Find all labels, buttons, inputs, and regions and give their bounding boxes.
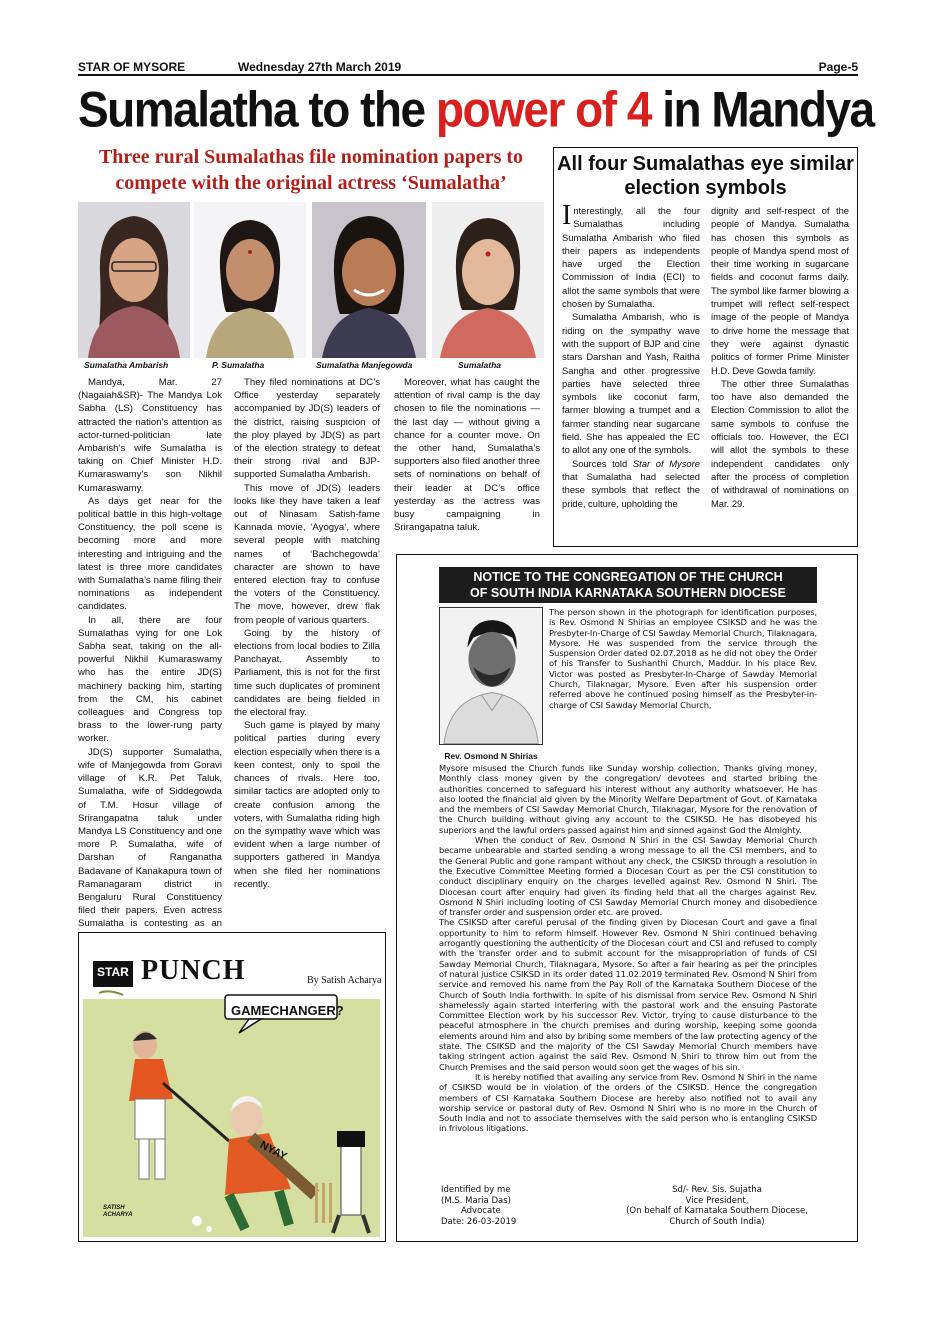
portrait-1-image <box>78 202 190 358</box>
sidebar-story-box <box>553 147 858 547</box>
story-paragraph: Going by the history of elections from local bodies to Zilla Panchayat, Assembly to Parliament, this is not for the first time such duplicates of prominent candidates are being fielded in the electoral fray. <box>234 627 380 719</box>
cartoon-title: PUNCH <box>141 955 246 986</box>
cartoon-star-label: STAR <box>97 965 129 979</box>
photo-p-sumalatha <box>194 202 306 358</box>
headline-highlight: power of 4 <box>435 80 651 138</box>
man-portrait-image <box>440 608 542 744</box>
story-column-2 <box>234 376 380 891</box>
notice-paragraph: When the conduct of Rev. Osmond N Shiri in the CSI Sawday Memorial Church became unbearable and started sending a wrong message to all the CSI members, and to the General Public and gone rampant without any check, the CSIKSD through a resolution in the Executive Committee Meeting formed a Diocesan Court as per the CSI constitution to conduct disciplinary enquiry on the charges levelled against Rev. Osmond N Shiri. The Diocesan court after enquiry had given its finding held that all the charges against Rev. Osmond N Shiri including looting of CSI Sawday Memorial Church money and disobedience of transfer order and suspension order etc. are proved. <box>439 835 817 918</box>
sidebar-column-2 <box>711 204 849 510</box>
headline-part-3: in Mandya <box>650 80 874 138</box>
notice-heading <box>439 567 817 603</box>
signature-line: Church of South India) <box>669 1216 765 1227</box>
issue-date: Wednesday 27th March 2019 <box>238 60 402 74</box>
photo-sumalatha <box>432 202 544 358</box>
sidebar-column-1 <box>562 200 700 510</box>
drop-cap: I <box>562 200 572 231</box>
photo-captions <box>78 358 544 372</box>
sidebar-first-text: nterestingly, all the four Sumalathas including Sumalatha Ambarish who filed their papers as independents have urged the Election Commission of India (ECI) to allot the same symbols that were chosen by Sumalatha. <box>562 205 700 310</box>
artist-signature-line: SATISH <box>103 1205 125 1211</box>
caption-3: Sumalatha Manjegowda <box>316 360 413 370</box>
sidebar-paragraph <box>562 200 700 310</box>
sidebar-paragraph: Sumalatha Ambarish, who is riding on the sympathy wave with the support of BJP and cine stars Darshan and Yash, Raitha Sangha and other progressive parties have selected three symbols like coconut farm, farmer blowing a trumpet and a farmer standing near sugarcane field. She has appealed the EC to allot any one of the symbols. <box>562 311 700 456</box>
headline-part-1: Sumalatha to the <box>78 80 436 138</box>
story-paragraph: Moreover, what has caught the attention of rival camp is the day chosen to file the nominations — the last day — without giving a chance for a counter move. On the other hand, Sumalatha’s supporters also filed another three sets of nominations on behalf of their leader at DC’s office yesterday as the actress was busy campaigning in Srirangapatna taluk. <box>394 377 540 534</box>
artist-signature <box>103 1205 132 1219</box>
page-header <box>78 58 858 76</box>
signature-line: Date: 26-03-2019 <box>441 1216 517 1227</box>
story-paragraph: As days get near for the political battle in this high-voltage Constituency, the poll scene is becoming more and more interesting and intriguing and the latest is three more candidates with Sumalatha’s name filing their nominations as independent candidates. <box>78 495 222 613</box>
sidebar-text: that Sumalatha had selected these symbols that reflect the pride, culture, upholding the <box>562 470 700 509</box>
sidebar-paragraph: The other three Sumalathas too have also demanded the Election Commission to allot the same symbols to confuse the officials too. However, the ECI will allot the symbols to these independent candidates only after the process of completion of withdrawal of nominations on Mar. 29. <box>711 377 849 509</box>
notice-photo <box>439 607 543 745</box>
main-headline <box>78 78 874 141</box>
notice-side-text: The person shown in the photograph for identification purposes, is Rev. Osmond N Shirias an employee CSIKSD and he was the Presbyter-In-Charge of CSI Sawday Memorial Church, Tilaknagara, Mysore. He was suspended from the service through the Suspension Order dated 02.07.2018 as he did not obey the Order of his Transfer to Sushanthi Church, Maddur. In his place Rev. Victor was posted as Presbyter-In-Charge of Sawday Memorial Church, Tilaknagar, Mysore. Even after his suspension order referred above he continued posing himself as the Presbyter-in-charge of CSI Sawday Memorial Church, <box>549 607 817 710</box>
story-paragraph: In all, there are four Sumalathas vying for one Lok Sabha seat, taking on the all-powerful Nikhil Kumaraswamy who has the entire JD(S) machinery backing him, starting from the CM, his cabinet colleagues and Congress top brass to the lower-rung party worker. <box>78 614 222 745</box>
story-paragraph: Such game is played by many political parties during every election especially when there is a keen contest, only to spoil the chances of rivals. Here too, similar tactics are adopted only to create confusion among the voters, with Sumalatha riding high on the sympathy wave which was evident when a large number of supporters gathered in Mandya when she filed her nominations recently. <box>234 720 380 890</box>
signature-line: Vice President, <box>685 1195 749 1206</box>
newspaper-name: STAR OF MYSORE <box>78 60 186 74</box>
notice-photo-caption: Rev. Osmond N Shirias <box>444 751 538 761</box>
story-paragraph: JD(S) supporter Sumalatha, wife of Manjegowda from Goravi village of K.R. Pet Taluk, Sumalatha, wife of Siddegowda of T.M. Hosur village of Srirangapatna taluk under Mandya LS Constituency and one more P. Sumalatha, wife of Darshan of Ranganatha Badavane of Kanakapura town of Ramanagaram district in Bengaluru Rural Constituency filed their papers. Even actress Sumalatha is contesting as an <box>78 746 222 930</box>
signature-line: (On behalf of Karnataka Southern Diocese, <box>626 1206 808 1216</box>
signature-line: Advocate <box>461 1206 501 1216</box>
story-column-3 <box>394 376 540 534</box>
bat-label: NYAY <box>257 1139 289 1163</box>
signature-line: (M.S. Maria Das) <box>441 1195 511 1206</box>
artist-signature-line: ACHARYA <box>103 1212 133 1218</box>
page-number: Page-5 <box>818 60 858 74</box>
notice-body <box>439 763 817 1134</box>
portrait-2-image <box>194 202 306 358</box>
story-paragraph: They filed nominations at DC’s Office yesterday separately accompanied by JD(S) leaders of the district, raising suspicion of the ploy played by JD(S) as part of the election strategy to defeat their strong rival and BJP-supported Sumalatha Ambarish. <box>234 377 380 481</box>
caption-4: Sumalatha <box>458 360 501 370</box>
notice-signature-left <box>441 1185 516 1227</box>
story-column-1 <box>78 376 222 944</box>
star-punch-cartoon <box>78 932 386 1242</box>
sidebar-paragraph <box>562 457 700 510</box>
portrait-4-image <box>432 202 544 358</box>
story-paragraph: This move of JD(S) leaders looks like they have taken a leaf out of Ninasam Satish-fame Kannada movie, ‘Ayogya’, where several people with matching names of ‘Bachchegowda’ character are shown to have entered election fray to confuse the voters of the Constituency. The move, however, drew flak from people of various quarters. <box>234 482 380 626</box>
church-notice-box <box>396 554 858 1242</box>
caption-2: P. Sumalatha <box>212 360 265 370</box>
signature-line: Sd/- Rev. Sis. Sujatha <box>672 1185 762 1195</box>
notice-heading-line-2: OF SOUTH INDIA KARNATAKA SOUTHERN DIOCESE <box>470 586 786 600</box>
notice-paragraph: Mysore misused the Church funds like Sunday worship collection, Thanks giving money, Monthly class money given by the congregation/ devotees and started bribing the authorities concerned to safeguard his interest without any authority whatsoever. He has also looted the financial aid given by the Minority Welfare Department of Govt. of Karnataka and the members of CSI Sawday Memorial Church, Tilaknagar, Mysore for the renovation of the Church building without giving any account to the CSIKSD. He has disobeyed his superiors and the lawful orders passed against him and sinned against God the Almighty. <box>439 763 817 835</box>
sidebar-text: Sources told <box>572 457 633 469</box>
notice-paragraph: It is hereby notified that availing any service from Rev. Osmond N Shiri in the name of CSIKSD would be in violation of the orders of the CSIKSD. Hence the congregation members of CSI Karnataka Southern Diocese are hereby also notified not to avail any worship service or pastoral duty of Rev. Osmond N Shiri who is no more in the Church of South India and not to associate themselves with the said person who is entangling CSIKSD in frivolous litigations. <box>439 1071 817 1134</box>
sidebar-title: All four Sumalathas eye similar election symbols <box>557 153 854 199</box>
sidebar-italic-text: Star of Mysore <box>632 457 700 469</box>
portrait-3-image <box>312 202 426 358</box>
speech-bubble-text: GAMECHANGER? <box>231 1003 344 1018</box>
sub-headline: Three rural Sumalathas file nomination papers to compete with the original actress ‘Sumalatha’ <box>98 146 524 194</box>
notice-paragraph: The CSIKSD after careful perusal of the finding given by Diocesan Court and gave a final opportunity to him to reform himself. However Rev. Osmond N Shiri continued behaving arrogantly questioning the authenticity of the Diocesan court and CSI and refused to comply with the transfer order and to submit account for the misappropriation of funds of CSI Sawday Memorial Church, Tilaknagara, Mysore. So after a fair hearing as per the principles of natural justice CSIKSD in its order dated 11.02.2019 terminated Rev. Osmond N Shiri from service and removed his name from the Pay Roll of the Karnataka Southern Diocese of the Church of South India forthwith. In spite of his dismissal from service Rev. Osmond N Shiri shamelessly again started interfering with the pastoral work and the ensuing Pastorate Committee Election work by his successor Rev. Victor, trying to cause disturbance to the peaceful atmosphere in the church premises and during worship, keeping some goonda elements around him and also by bribing some members of the law protecting agency of the state. The CSIKSD and the majority of the CSI Sawday Memorial Church members have taking stringent action against the said Rev. Osmond N Shiri to throw him out from the Church Premises and the said person would soon get the wages of his sin. <box>439 917 817 1072</box>
caption-1: Sumalatha Ambarish <box>84 360 169 370</box>
photo-sumalatha-ambarish <box>78 202 190 358</box>
photo-sumalatha-manjegowda <box>312 202 426 358</box>
story-paragraph: Mandya, Mar. 27 (Nagaiah&SR)- The Mandya Lok Sabha (LS) Constituency has attracted the nation’s attention as actor-turned-politician late Ambarish’s wife Sumalatha is taking on Chief Minister H.D. Kumaraswamy’s son Nikhil Kumaraswamy. <box>78 377 222 494</box>
sidebar-paragraph: dignity and self-respect of the people of Mandya. Sumalatha has chosen this symbols as people of Mandya spend most of their time working in sugarcane fields and coconut farms daily. The symbol like farmer blowing a trumpet will reflect self-respect image of the people of Mandya to drive home the message that they were against dynastic politics of former Prime Minister H.D. Deve Gowda family. <box>711 205 849 376</box>
notice-heading-line-1: NOTICE TO THE CONGREGATION OF THE CHURCH <box>473 570 783 584</box>
cartoon-byline: By Satish Acharya <box>307 975 382 986</box>
signature-line: Identified by me <box>441 1185 511 1195</box>
notice-signature-right <box>617 1185 817 1227</box>
